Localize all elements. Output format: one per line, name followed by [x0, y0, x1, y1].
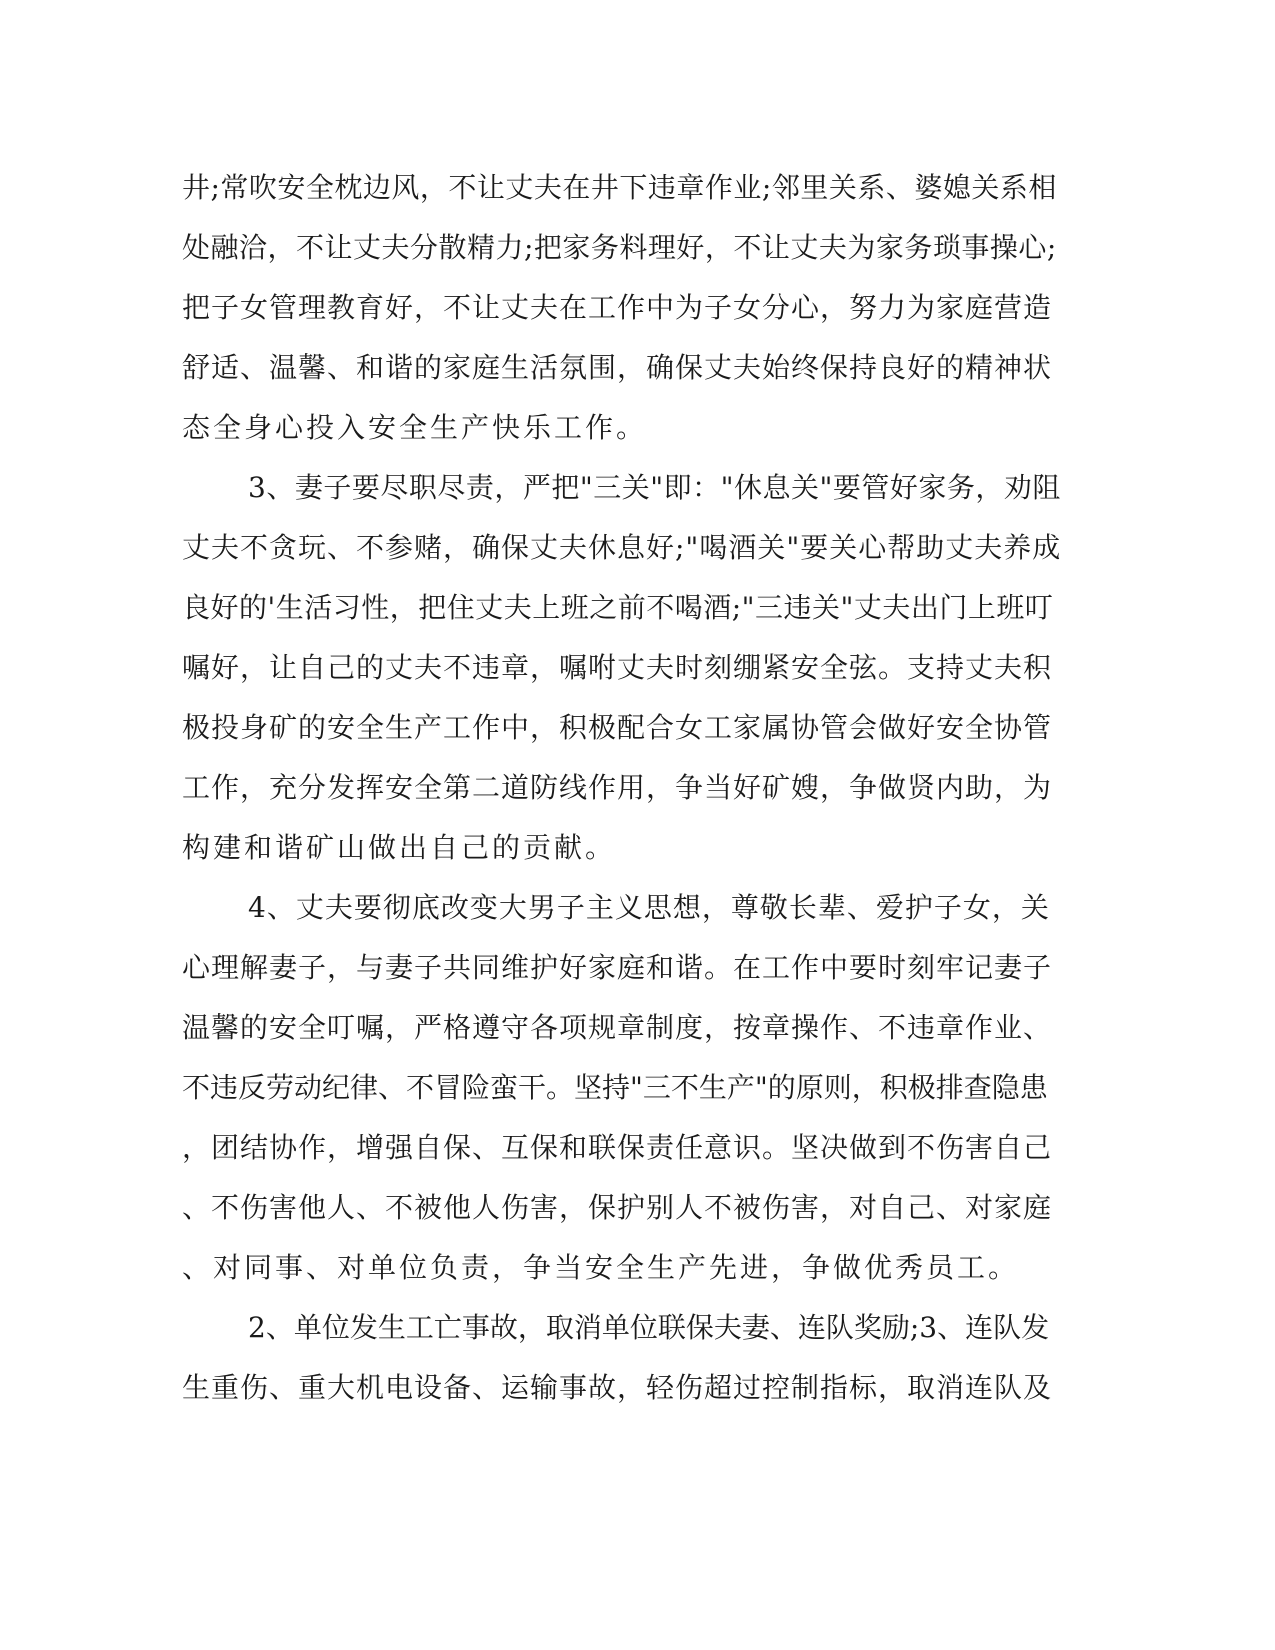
- body-text: [182, 158, 1062, 1418]
- text-line: 、对同事、对单位负责，争当安全生产先进，争做优秀员工。: [182, 1251, 1020, 1284]
- text-line: ，团结协作，增强自保、互保和联保责任意识。坚决做到不伤害自己: [182, 1131, 1053, 1164]
- text-line: 态全身心投入安全生产快乐工作。: [182, 411, 648, 444]
- text-line: 、不伤害他人、不被他人伤害，保护别人不被伤害，对自己、对家庭: [182, 1191, 1053, 1224]
- text-line: 构建和谐矿山做出自己的贡献。: [182, 831, 617, 864]
- paragraph-start-line: 4、丈夫要彻底改变大男子主义思想，尊敬长辈、爱护子女，关: [248, 891, 1050, 924]
- text-line: 不违反劳动纪律、不冒险蛮干。坚持"三不生产"的原则，积极排查隐患: [182, 1071, 1048, 1104]
- paragraph-start-line: 3、妻子要尽职尽责，严把"三关"即："休息关"要管好家务，劝阻: [248, 471, 1061, 504]
- text-line: 温馨的安全叮嘱，严格遵守各项规章制度，按章操作、不违章作业、: [182, 1011, 1053, 1044]
- text-line: 井;常吹安全枕边风，不让丈夫在井下违章作业;邻里关系、婆媳关系相: [182, 171, 1057, 204]
- text-line: 处融洽，不让丈夫分散精力;把家务料理好，不让丈夫为家务琐事操心;: [182, 231, 1057, 264]
- text-line: 工作，充分发挥安全第二道防线作用，争当好矿嫂，争做贤内助，为: [182, 771, 1053, 804]
- text-line: 舒适、温馨、和谐的家庭生活氛围，确保丈夫始终保持良好的精神状: [182, 351, 1053, 384]
- text-line: 良好的'生活习性，把住丈夫上班之前不喝酒;"三违关"丈夫出门上班叮: [182, 591, 1054, 624]
- text-line: 嘱好，让自己的丈夫不违章，嘱咐丈夫时刻绷紧安全弦。支持丈夫积: [182, 651, 1053, 684]
- text-line: 丈夫不贪玩、不参赌，确保丈夫休息好;"喝酒关"要关心帮助丈夫养成: [182, 531, 1062, 564]
- paragraph-start-line: 2、单位发生工亡事故，取消单位联保夫妻、连队奖励;3、连队发: [248, 1311, 1050, 1344]
- text-line: 生重伤、重大机电设备、运输事故，轻伤超过控制指标，取消连队及: [182, 1371, 1053, 1404]
- text-line: 极投身矿的安全生产工作中，积极配合女工家属协管会做好安全协管: [182, 711, 1053, 744]
- text-line: 把子女管理教育好，不让丈夫在工作中为子女分心，努力为家庭营造: [182, 291, 1053, 324]
- text-line: 心理解妻子，与妻子共同维护好家庭和谐。在工作中要时刻牢记妻子: [182, 951, 1053, 984]
